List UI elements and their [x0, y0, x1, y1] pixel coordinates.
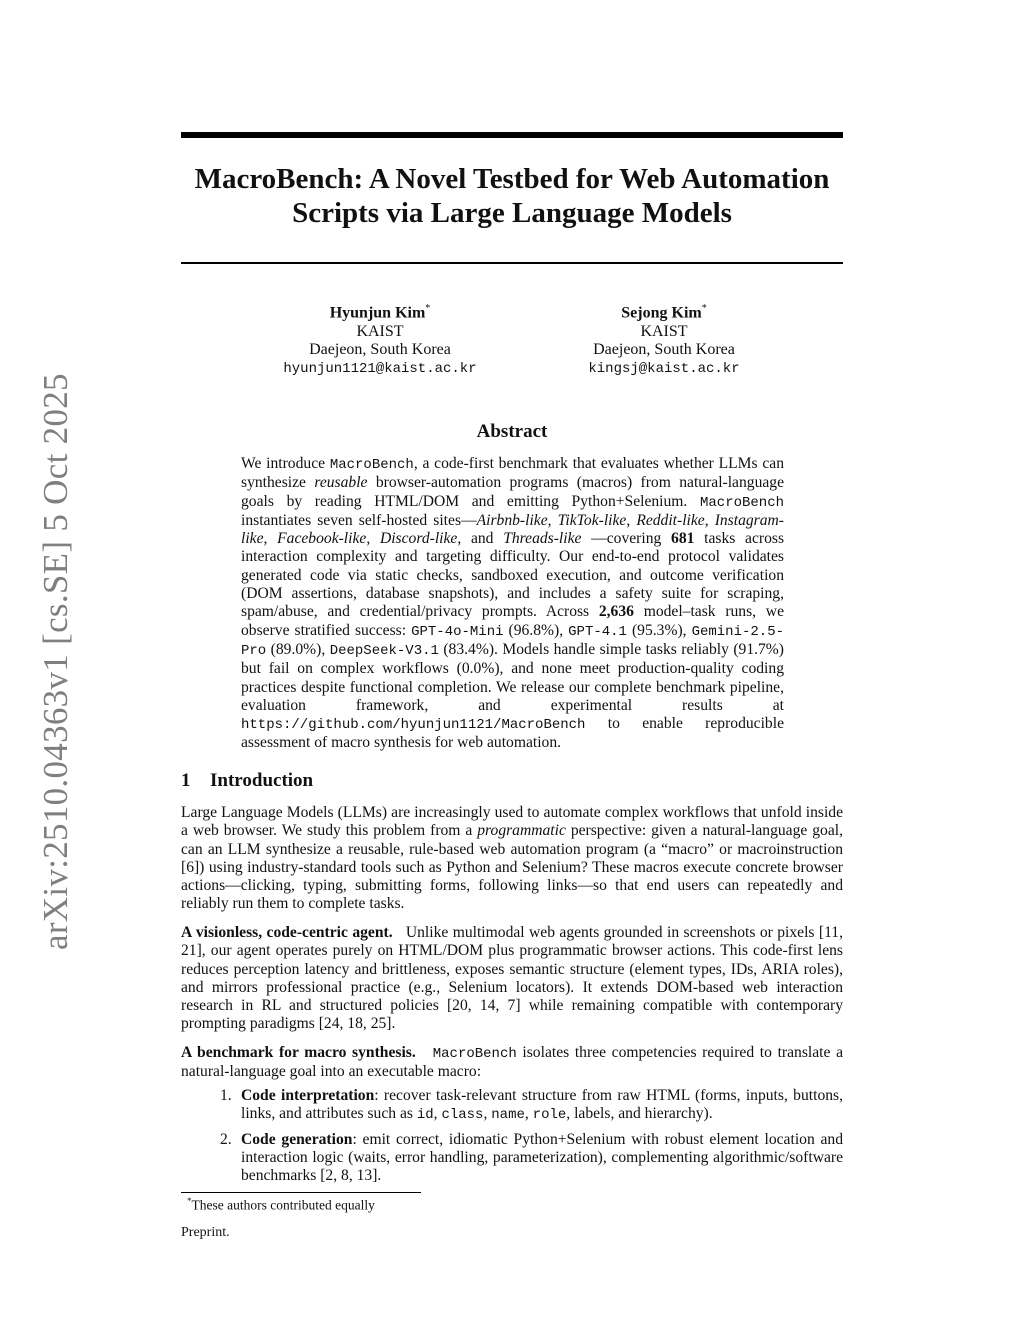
intro-paragraph-3: A benchmark for macro synthesis. MacroBench isolates three competencies required to translate a natural-language goal into an executable macro:: [181, 1044, 843, 1081]
preprint-label: Preprint.: [181, 1225, 230, 1240]
paragraph-lead: A benchmark for macro synthesis.: [181, 1044, 416, 1061]
competency-list: [181, 1087, 843, 1185]
repository-link[interactable]: https://github.com/hyunjun1121/MacroBench: [241, 717, 586, 734]
author-email[interactable]: hyunjun1121@kaist.ac.kr: [283, 360, 477, 377]
paper-title-line-1: MacroBench: A Novel Testbed for Web Automation: [194, 163, 830, 195]
paragraph-lead: A visionless, code-centric agent.: [181, 924, 393, 941]
intro-paragraph-1: Large Language Models (LLMs) are increasingly used to automate complex workflows that unfold inside a web browser. We study this problem from a programmatic perspective: given a natural-language goal, can an LLM synthesize a reusable, rule-based web automation program (a “macro” or macroinstruction [6]) using industry-standard tools such as Python and Selenium? These macros execute concrete browser actions—clicking, typing, submitting forms, following links—so that end users can repeatedly and reliably run them to complete tasks.: [181, 804, 843, 913]
author-affiliation: KAIST: [356, 322, 404, 340]
paper-title: [181, 162, 843, 230]
abstract-body: We introduce MacroBench, a code-first benchmark that evaluates whether LLMs can synthesize reusable browser-automation programs (macros) from natural-language goals by reading HTML/DOM and emitting Python+Selenium. MacroBench instantiates seven self-hosted sites—Airbnb-like, TikTok-like, Reddit-like, Instagram-like, Facebook-like, Discord-like, and Threads-like —covering 681 tasks across interaction complexity and targeting difficulty. Our end-to-end protocol validates generated code via static checks, sandboxed execution, and outcome verification (DOM assertions, database snapshots), and includes a safety suite for scraping, spam/abuse, and credential/privacy prompts. Across 2,636 model–task runs, we observe stratified success: GPT-4o-Mini (96.8%), GPT-4.1 (95.3%), Gemini-2.5-Pro (89.0%), DeepSeek-V3.1 (83.4%). Models handle simple tasks reliably (91.7%) but fail on complex workflows (0.0%), and none meet production-quality coding practices despite functional completion. We release our complete benchmark pipeline, evaluation framework, and experimental results at https://github.com/hyunjun1121/MacroBench to enable reproducible assessment of macro synthesis for web automation.: [241, 455, 785, 752]
title-top-rule: [181, 132, 843, 138]
footnote-rule: [181, 1192, 421, 1193]
author-name: Hyunjun Kim*: [329, 303, 431, 322]
author-name: Sejong Kim*: [621, 303, 707, 322]
footnote: *These authors contributed equally: [187, 1196, 375, 1213]
section-heading-introduction: 1 Introduction: [181, 770, 314, 791]
list-item: 1. Code interpretation: recover task-relevant structure from raw HTML (forms, inputs, buttons, links, and attributes such as id, class, name, role, labels, and hierarchy).: [220, 1087, 844, 1124]
arxiv-identifier-watermark: arXiv:2510.04363v1 [cs.SE] 5 Oct 2025: [36, 373, 75, 950]
title-bottom-rule: [181, 262, 843, 264]
author-block-1: [250, 300, 510, 378]
list-item: 2. Code generation: emit correct, idiomatic Python+Selenium with robust element location and interaction logic (waits, error handling, parameterization), complementing algorithmic/software benchmarks [2, 8, 13].: [220, 1130, 844, 1185]
author-affiliation: KAIST: [640, 322, 688, 340]
abstract-heading: Abstract: [476, 421, 548, 442]
author-block-2: [534, 300, 794, 378]
author-location: Daejeon, South Korea: [309, 341, 451, 359]
author-email[interactable]: kingsj@kaist.ac.kr: [588, 360, 740, 377]
intro-paragraph-2: A visionless, code-centric agent. Unlike multimodal web agents grounded in screenshots or pixels [11, 21], our agent operates purely on HTML/DOM plus programmatic browser actions. This code-first lens reduces perception latency and brittleness, exposes semantic structure (element types, IDs, ARIA roles), and mirrors professional practice (e.g., Selenium locators). It extends DOM-based web interaction research in RL and structured policies [20, 14, 7] while remaining compatible with contemporary prompting paradigms [24, 18, 25].: [181, 924, 843, 1033]
paper-title-line-2: Scripts via Large Language Models: [292, 197, 732, 229]
author-location: Daejeon, South Korea: [593, 341, 735, 359]
